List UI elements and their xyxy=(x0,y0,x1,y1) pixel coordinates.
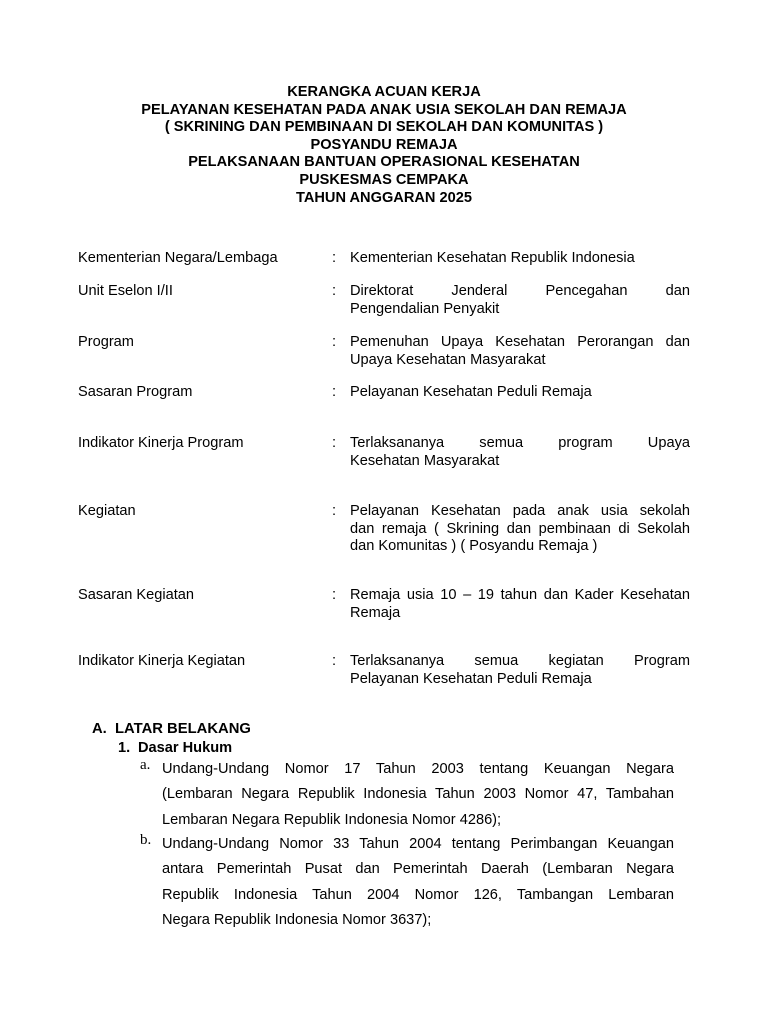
info-value-line: Terlaksananya semua kegiatan Program xyxy=(350,653,690,669)
info-value-line: Remaja xyxy=(350,604,401,621)
title-line: ( SKRINING DAN PEMBINAAN DI SEKOLAH DAN KOMUNITAS ) xyxy=(164,119,604,136)
title-line: PELAYANAN KESEHATAN PADA ANAK USIA SEKOLAH DAN REMAJA xyxy=(141,101,627,118)
legal-item-line: (Lembaran Negara Republik Indonesia Tahun 2003 Nomor 47, Tambahan xyxy=(162,786,674,803)
info-label: Sasaran Kegiatan xyxy=(78,587,195,603)
info-value xyxy=(350,384,690,402)
legal-item-text xyxy=(162,832,674,933)
info-colon: : xyxy=(332,653,337,669)
legal-item-line: Lembaran Negara Republik Indonesia Nomor 4286); xyxy=(162,811,502,828)
info-value xyxy=(350,653,690,688)
info-value-line: Pelayanan Kesehatan Peduli Remaja xyxy=(350,384,592,400)
subsection-number: 1. xyxy=(118,740,131,756)
subsection-heading-dasar-hukum xyxy=(118,740,232,756)
info-label: Kementerian Negara/Lembaga xyxy=(78,250,278,266)
info-value-line: Pemenuhan Upaya Kesehatan Perorangan dan xyxy=(350,334,690,350)
info-colon: : xyxy=(332,283,337,299)
info-label: Indikator Kinerja Program xyxy=(78,435,244,451)
info-value-line: Terlaksananya semua program Upaya xyxy=(350,435,690,451)
section-letter: A. xyxy=(92,721,107,737)
legal-item-text xyxy=(162,757,674,833)
list-marker: b. xyxy=(140,832,152,848)
info-value-line: Remaja usia 10 – 19 tahun dan Kader Kesehatan xyxy=(350,587,690,603)
info-colon: : xyxy=(332,587,337,603)
info-value-line: Direktorat Jenderal Pencegahan dan xyxy=(350,283,690,299)
info-label: Program xyxy=(78,334,134,350)
info-value-line: Upaya Kesehatan Masyarakat xyxy=(350,351,546,368)
section-title: LATAR BELAKANG xyxy=(115,721,251,737)
legal-item-line: Undang-Undang Nomor 33 Tahun 2004 tentang Perimbangan Keuangan xyxy=(162,836,674,852)
info-colon: : xyxy=(332,384,337,400)
info-value-line: Kementerian Kesehatan Republik Indonesia xyxy=(350,250,635,266)
info-value-line: dan Komunitas ) ( Posyandu Remaja ) xyxy=(350,538,598,555)
info-label: Kegiatan xyxy=(78,503,136,519)
info-value xyxy=(350,334,690,369)
info-value-line: Pengendalian Penyakit xyxy=(350,300,500,317)
legal-item-line: antara Pemerintah Pusat dan Pemerintah Daerah (Lembaran Negara xyxy=(162,861,674,878)
info-colon: : xyxy=(332,435,337,451)
info-value xyxy=(350,503,690,556)
legal-item-line: Negara Republik Indonesia Nomor 3637); xyxy=(162,911,432,928)
info-value-line: dan remaja ( Skrining dan pembinaan di Sekolah xyxy=(350,520,690,537)
title-line: PELAKSANAAN BANTUAN OPERASIONAL KESEHATAN xyxy=(188,154,580,171)
title-line: POSYANDU REMAJA xyxy=(310,136,458,153)
document-title xyxy=(0,84,768,207)
info-colon: : xyxy=(332,250,337,266)
info-label: Sasaran Program xyxy=(78,384,193,400)
subsection-title: Dasar Hukum xyxy=(138,740,233,756)
legal-item-line: Republik Indonesia Tahun 2004 Nomor 126, Tambangan Lembaran xyxy=(162,886,674,903)
legal-item-line: Undang-Undang Nomor 17 Tahun 2003 tentang Keuangan Negara xyxy=(162,761,674,777)
title-line: TAHUN ANGGARAN 2025 xyxy=(296,189,472,206)
info-value-line: Pelayanan Kesehatan Peduli Remaja xyxy=(350,670,592,687)
list-marker: a. xyxy=(140,757,151,773)
info-colon: : xyxy=(332,334,337,350)
info-colon: : xyxy=(332,503,337,519)
info-value xyxy=(350,283,690,318)
info-value xyxy=(350,250,690,268)
title-line: PUSKESMAS CEMPAKA xyxy=(299,171,469,188)
title-line: KERANGKA ACUAN KERJA xyxy=(287,84,481,100)
info-value xyxy=(350,435,690,470)
info-value xyxy=(350,587,690,622)
info-label: Indikator Kinerja Kegiatan xyxy=(78,653,246,669)
section-heading-latar-belakang xyxy=(92,721,251,737)
info-label: Unit Eselon I/II xyxy=(78,283,173,299)
info-value-line: Kesehatan Masyarakat xyxy=(350,452,500,469)
info-value-line: Pelayanan Kesehatan pada anak usia sekolah xyxy=(350,503,690,519)
